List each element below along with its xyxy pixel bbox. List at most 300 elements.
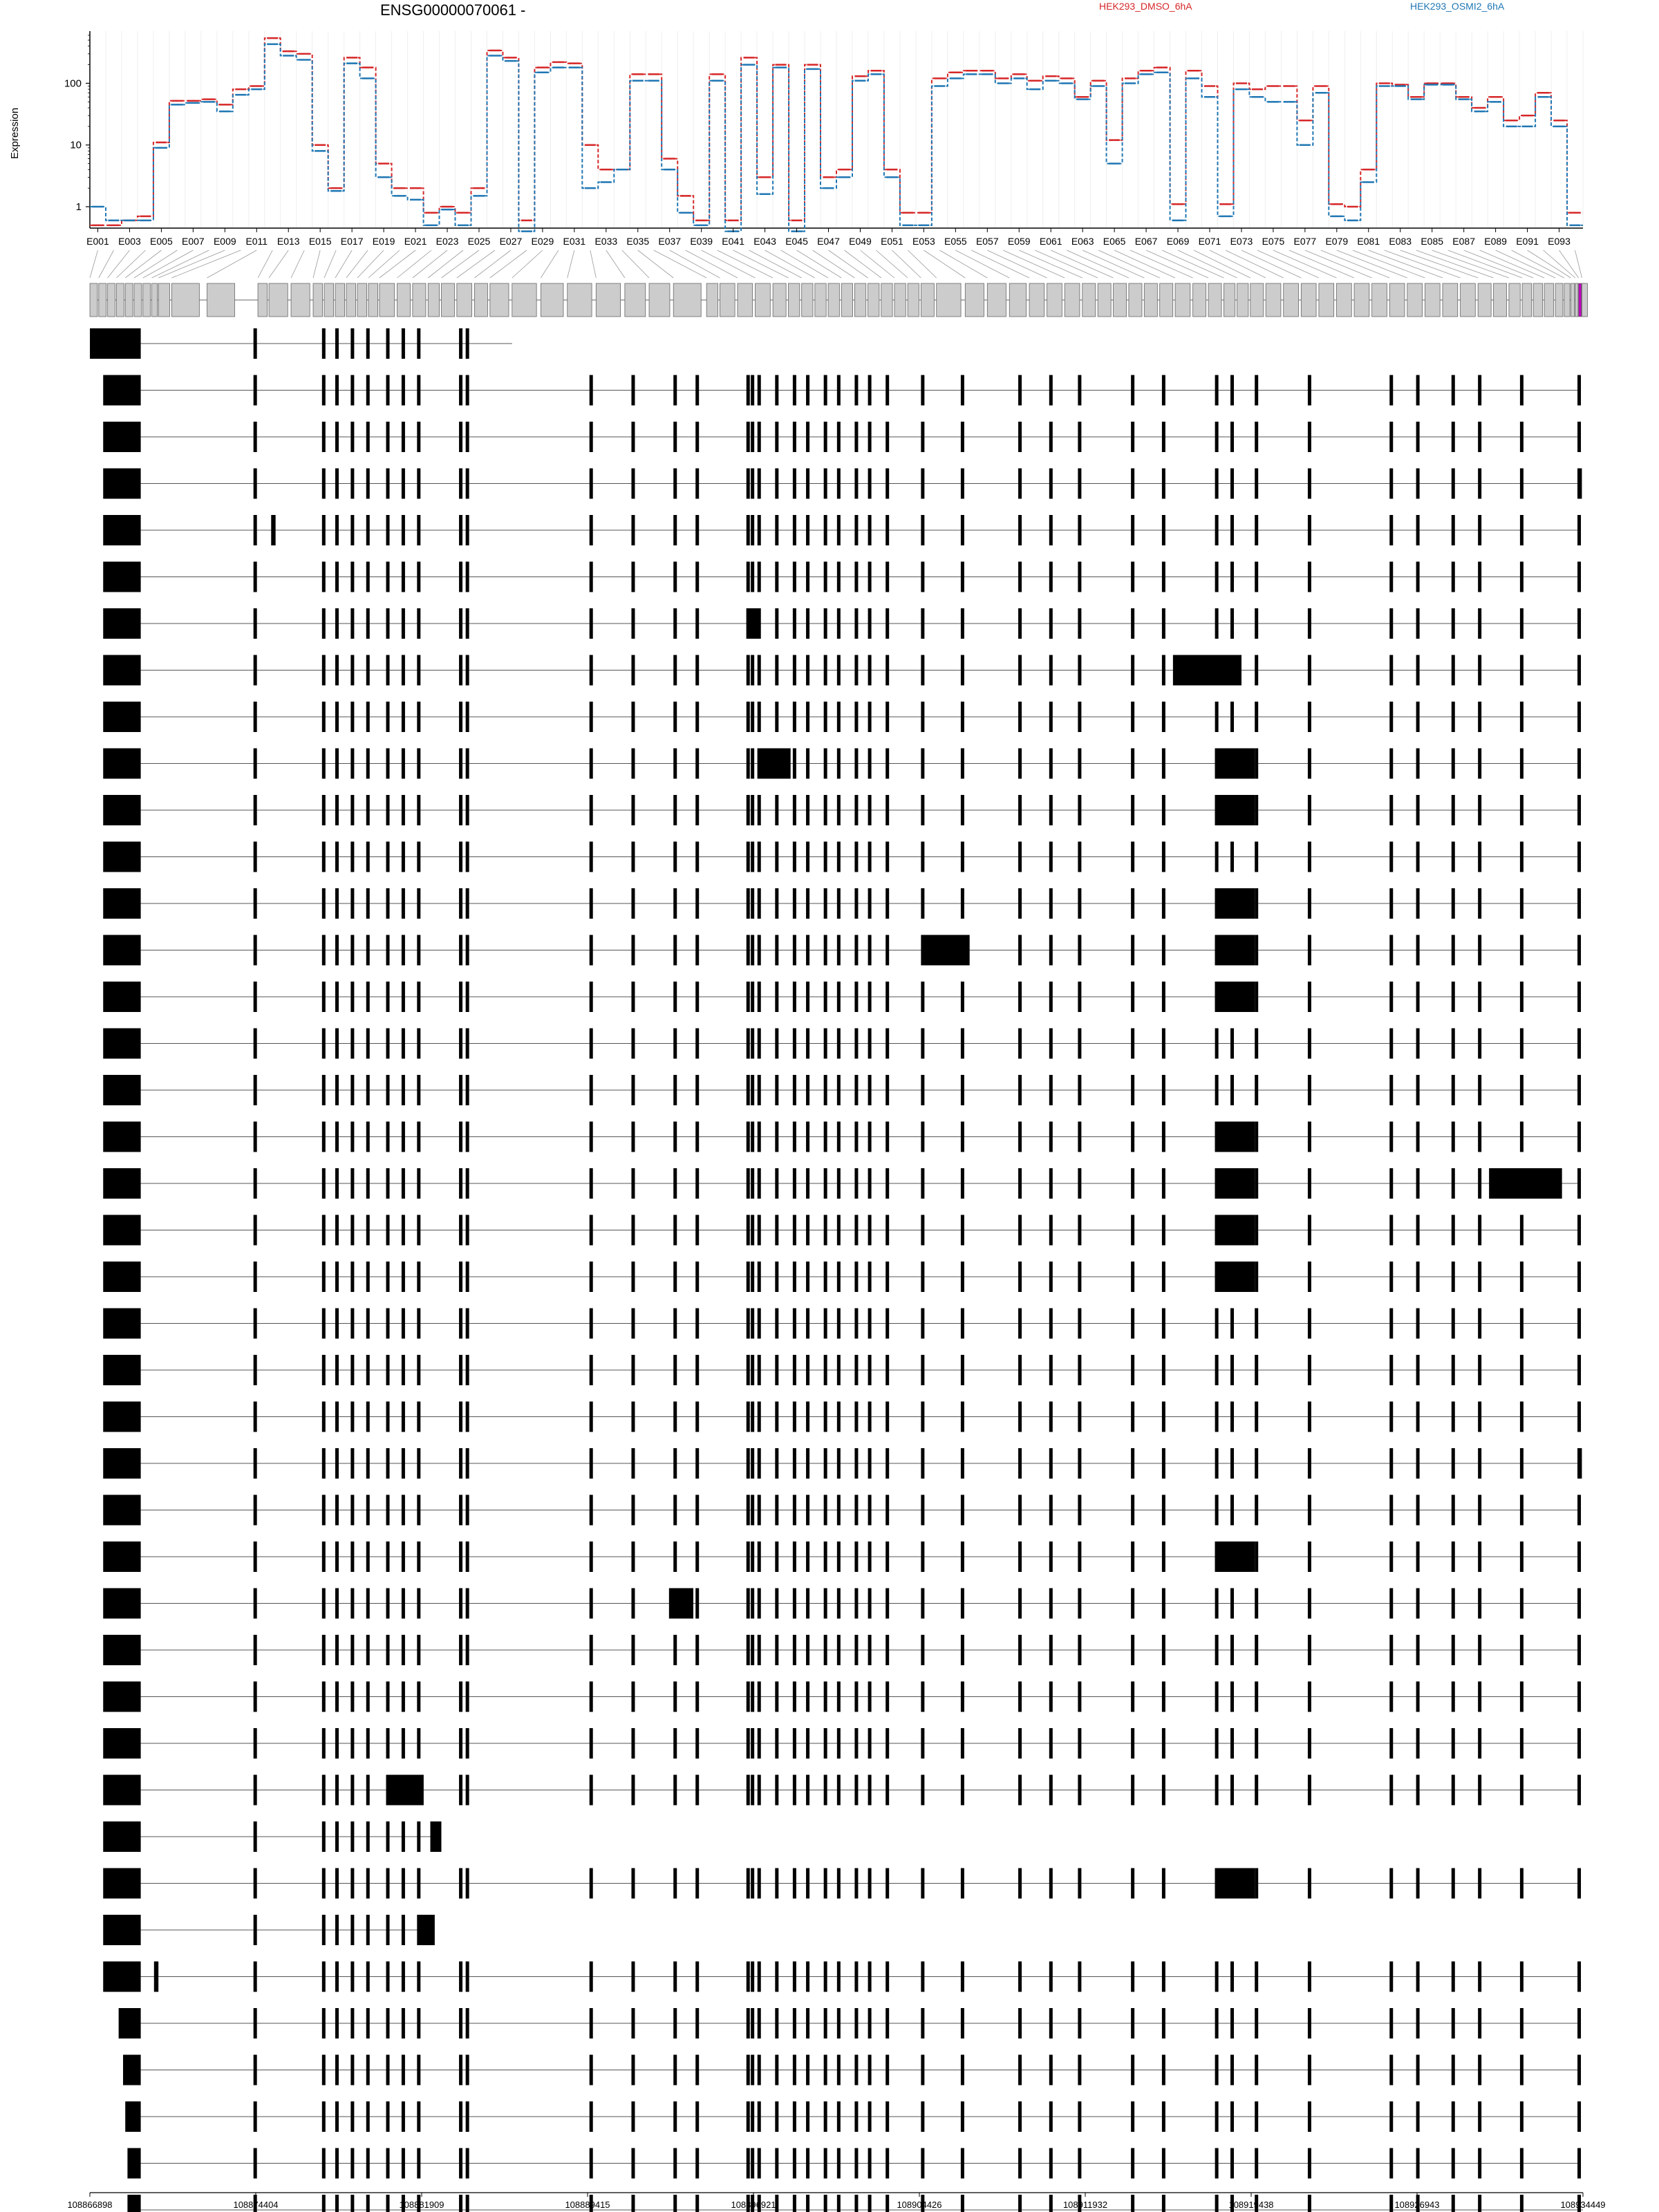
exon-block	[747, 888, 750, 919]
exon-block	[1049, 982, 1053, 1012]
exon-block	[854, 935, 858, 966]
exon-block	[1478, 1122, 1481, 1152]
exon-connector	[152, 250, 209, 278]
exon-block	[350, 1355, 354, 1385]
gene-exon-model	[90, 283, 1587, 317]
exon-block	[631, 2008, 635, 2038]
exon-block	[961, 1215, 964, 1246]
exon-block	[747, 1122, 750, 1152]
exon-block	[590, 1168, 593, 1199]
exon-block	[1389, 1402, 1393, 1432]
exon-block	[1308, 562, 1311, 592]
exon-block	[631, 422, 635, 452]
exon-block	[1215, 982, 1255, 1012]
exon-block	[466, 2148, 469, 2179]
exon-block	[1577, 1355, 1581, 1385]
gene-model-exon	[428, 283, 439, 317]
exon-block	[386, 702, 390, 732]
exon-block	[1389, 888, 1393, 919]
exon-block	[673, 795, 677, 825]
transcript-row	[103, 935, 1581, 966]
exon-block	[417, 1122, 420, 1152]
exon-block	[1520, 469, 1524, 499]
exon-block	[868, 795, 872, 825]
exon-block	[1018, 1775, 1022, 1806]
exon-block	[417, 749, 420, 779]
exon-block	[1215, 1355, 1219, 1385]
exon-block	[366, 328, 370, 359]
exon-block	[1230, 1728, 1234, 1759]
exon-block	[335, 1215, 339, 1246]
exon-block	[824, 935, 827, 966]
exon-block	[1215, 2055, 1219, 2086]
exon-block	[459, 422, 462, 452]
exon-block	[459, 1075, 462, 1105]
exon-label: E033	[594, 236, 618, 247]
exon-block	[1416, 1868, 1420, 1899]
exon-block	[885, 375, 889, 406]
exon-block	[1049, 888, 1053, 919]
gene-model-exon	[1175, 283, 1190, 317]
exon-block	[1389, 795, 1393, 825]
exon-block	[1049, 2195, 1053, 2212]
exon-block	[631, 1448, 635, 1479]
exon-block	[322, 375, 326, 406]
exon-block	[402, 1821, 405, 1852]
exon-block	[631, 655, 635, 686]
exon-block	[1577, 982, 1581, 1012]
exon-block	[366, 1821, 370, 1852]
exon-block	[758, 795, 761, 825]
exon-block	[1018, 562, 1022, 592]
exon-block	[1049, 2101, 1053, 2132]
exon-block	[1416, 749, 1420, 779]
exon-block	[1577, 2055, 1581, 2086]
exon-block	[1255, 1402, 1258, 1432]
exon-block	[590, 1029, 593, 1059]
gene-model-exon	[1284, 283, 1299, 317]
exon-block	[747, 2101, 750, 2132]
exon-block	[824, 1728, 827, 1759]
exon-block	[1255, 1122, 1258, 1152]
exon-block	[1389, 1448, 1393, 1479]
exon-block	[695, 2148, 699, 2179]
exon-block	[854, 1775, 858, 1806]
exon-block	[631, 469, 635, 499]
exon-block	[1308, 888, 1311, 919]
exon-block	[350, 375, 354, 406]
exon-block	[1478, 1168, 1481, 1199]
exon-block	[322, 2008, 326, 2038]
exon-block	[1162, 749, 1165, 779]
exon-block	[747, 608, 760, 639]
exon-block	[103, 1775, 140, 1806]
exon-block	[254, 1821, 257, 1852]
exon-block	[1478, 1495, 1481, 1526]
exon-block	[335, 328, 339, 359]
exon-block	[751, 1168, 754, 1199]
exon-block	[1215, 1682, 1219, 1712]
exon-block	[793, 1868, 796, 1899]
transcript-row	[103, 1262, 1581, 1292]
gene-model-exon	[291, 283, 310, 317]
exon-block	[1452, 842, 1455, 872]
exon-block	[1577, 1495, 1581, 1526]
exon-block	[322, 702, 326, 732]
exon-block	[350, 749, 354, 779]
gene-model-exon	[828, 283, 839, 317]
exon-block	[837, 515, 841, 545]
exon-block	[350, 2008, 354, 2038]
gene-model-exon	[1047, 283, 1062, 317]
exon-connector	[397, 250, 432, 278]
exon-block	[921, 375, 924, 406]
exon-block	[1215, 1448, 1219, 1479]
exon-block	[322, 1635, 326, 1665]
exon-block	[806, 1728, 809, 1759]
exon-block	[1131, 422, 1134, 452]
exon-block	[366, 842, 370, 872]
exon-block	[885, 608, 889, 639]
exon-block	[590, 1495, 593, 1526]
exon-block	[695, 702, 699, 732]
exon-block	[921, 1262, 924, 1292]
exon-block	[1308, 795, 1311, 825]
exon-block	[350, 1075, 354, 1105]
exon-block	[695, 2008, 699, 2038]
gene-model-exon	[207, 283, 235, 317]
exon-block	[335, 608, 339, 639]
exon-block	[590, 1075, 593, 1105]
exon-block	[806, 1448, 809, 1479]
exon-block	[335, 888, 339, 919]
exon-block	[885, 655, 889, 686]
exon-block	[1162, 515, 1165, 545]
exon-block	[386, 1962, 390, 1992]
exon-block	[1255, 515, 1258, 545]
exon-block	[254, 375, 257, 406]
exon-block	[1215, 422, 1219, 452]
exon-block	[417, 1728, 420, 1759]
gene-model-exon	[441, 283, 454, 317]
exon-block	[386, 469, 390, 499]
exon-block	[1389, 1168, 1393, 1199]
exon-block	[350, 1962, 354, 1992]
exon-block	[1018, 1402, 1022, 1432]
exon-block	[695, 1402, 699, 1432]
gene-model-exon	[1082, 283, 1096, 317]
exon-block	[366, 655, 370, 686]
exon-block	[1078, 1122, 1081, 1152]
exon-connector	[1146, 250, 1208, 278]
exon-block	[793, 2055, 796, 2086]
exon-label: E077	[1293, 236, 1317, 247]
exon-block	[322, 1682, 326, 1712]
exon-block	[402, 1402, 405, 1432]
exon-block	[751, 1728, 754, 1759]
gene-model-exon	[841, 283, 852, 317]
exon-block	[885, 2195, 889, 2212]
exon-block	[1452, 1775, 1455, 1806]
exon-block	[1215, 1775, 1219, 1806]
exon-block	[961, 1728, 964, 1759]
exon-block	[1018, 1682, 1022, 1712]
exon-block	[1452, 888, 1455, 919]
exon-block	[747, 1448, 750, 1479]
exon-block	[335, 655, 339, 686]
exon-block	[254, 1262, 257, 1292]
exon-block	[335, 1495, 339, 1526]
exon-block	[854, 1448, 858, 1479]
exon-label: E079	[1325, 236, 1349, 247]
exon-block	[1131, 1635, 1134, 1665]
exon-block	[824, 375, 827, 406]
exon-block	[921, 1122, 924, 1152]
exon-block	[961, 1168, 964, 1199]
exon-block	[921, 1355, 924, 1385]
exon-label: E081	[1357, 236, 1380, 247]
exon-block	[1018, 1355, 1022, 1385]
exon-block	[386, 1728, 390, 1759]
exon-block	[775, 842, 778, 872]
exon-block	[350, 1215, 354, 1246]
exon-block	[386, 1915, 390, 1945]
exon-block	[590, 795, 593, 825]
exon-block	[631, 888, 635, 919]
exon-block	[402, 562, 405, 592]
gene-model-exon	[171, 283, 199, 317]
exon-block	[1162, 1541, 1165, 1572]
exon-block	[885, 1495, 889, 1526]
exon-block	[854, 2055, 858, 2086]
exon-block	[1577, 888, 1581, 919]
exon-label: E023	[435, 236, 459, 247]
gene-model-exon	[568, 283, 592, 317]
exon-block	[695, 1448, 699, 1479]
exon-block	[417, 795, 420, 825]
exon-block	[631, 795, 635, 825]
exon-block	[1215, 375, 1219, 406]
exon-block	[775, 1868, 778, 1899]
exon-block	[695, 1309, 699, 1339]
exon-block	[1049, 1448, 1053, 1479]
exon-block	[1478, 1075, 1481, 1105]
exon-block	[868, 888, 872, 919]
exon-block	[459, 328, 462, 359]
gene-model-exon	[596, 283, 620, 317]
exon-block	[961, 2008, 964, 2038]
exon-label: E055	[944, 236, 967, 247]
exon-block	[695, 1215, 699, 1246]
gene-model-exon	[987, 283, 1006, 317]
chart-title: ENSG00000070061 -	[380, 1, 526, 19]
exon-connector	[171, 250, 241, 278]
exon-block	[1389, 375, 1393, 406]
exon-block	[402, 2101, 405, 2132]
exon-block	[350, 702, 354, 732]
exon-block	[335, 702, 339, 732]
exon-block	[695, 2055, 699, 2086]
exon-block	[386, 1775, 424, 1806]
exon-block	[1131, 515, 1134, 545]
exon-block	[1215, 1635, 1219, 1665]
exon-block	[402, 1122, 405, 1152]
exon-block	[466, 1168, 469, 1199]
exon-block	[402, 1588, 405, 1619]
exon-connector	[1480, 250, 1544, 278]
exon-block	[1018, 1541, 1022, 1572]
exon-block	[322, 2055, 326, 2086]
exon-block	[1577, 749, 1581, 779]
exon-block	[854, 1262, 858, 1292]
gene-model-exon	[965, 283, 984, 317]
exon-block	[103, 608, 140, 639]
exon-block	[1308, 1168, 1311, 1199]
exon-connector	[1432, 250, 1509, 278]
exon-block	[631, 1029, 635, 1059]
exon-block	[402, 2008, 405, 2038]
exon-block	[350, 2101, 354, 2132]
exon-block	[1255, 935, 1258, 966]
exon-block	[854, 982, 858, 1012]
exon-block	[824, 2101, 827, 2132]
exon-block	[386, 1122, 390, 1152]
exon-block	[1478, 1962, 1481, 1992]
exon-block	[837, 1075, 841, 1105]
exon-block	[1162, 562, 1165, 592]
exon-block	[1215, 702, 1219, 732]
exon-block	[254, 1915, 257, 1945]
exon-label: E031	[563, 236, 586, 247]
exon-block	[254, 2008, 257, 2038]
exon-block	[1478, 888, 1481, 919]
exon-block	[1452, 608, 1455, 639]
exon-block	[837, 982, 841, 1012]
exon-block	[466, 1775, 469, 1806]
exon-block	[1478, 1775, 1481, 1806]
exon-block	[961, 2055, 964, 2086]
exon-block	[1478, 375, 1481, 406]
exon-connector	[258, 250, 272, 278]
exon-block	[417, 608, 420, 639]
exon-block	[1215, 1215, 1255, 1246]
exon-block	[751, 1262, 754, 1292]
exon-block	[466, 2008, 469, 2038]
exon-block	[775, 1075, 778, 1105]
exon-block	[402, 469, 405, 499]
exon-block	[1520, 2195, 1524, 2212]
exon-block	[386, 1355, 390, 1385]
exon-block	[747, 1728, 750, 1759]
exon-block	[417, 469, 420, 499]
coordinate-label: 108904426	[897, 2200, 942, 2210]
exon-block	[402, 2148, 405, 2179]
exon-block	[1230, 422, 1234, 452]
exon-block	[824, 1448, 827, 1479]
exon-block	[1131, 935, 1134, 966]
exon-block	[1230, 1775, 1234, 1806]
exon-block	[466, 888, 469, 919]
exon-block	[1162, 1122, 1165, 1152]
exon-block	[1389, 2055, 1393, 2086]
exon-block	[1577, 1588, 1581, 1619]
exon-block	[793, 1495, 796, 1526]
exon-block	[751, 2008, 754, 2038]
exon-block	[1018, 749, 1022, 779]
exon-block	[1308, 375, 1311, 406]
exon-block	[1452, 749, 1455, 779]
exon-block	[1049, 2055, 1053, 2086]
exon-connector	[638, 250, 673, 278]
exon-block	[673, 375, 677, 406]
exon-block	[775, 795, 778, 825]
exon-block	[1215, 1962, 1219, 1992]
exon-block	[695, 1029, 699, 1059]
exon-block	[1049, 422, 1053, 452]
exon-block	[854, 2195, 858, 2212]
exon-block	[1452, 515, 1455, 545]
exon-block	[751, 749, 754, 779]
exon-block	[466, 1728, 469, 1759]
exon-block	[1255, 608, 1258, 639]
exon-block	[1478, 1355, 1481, 1385]
gene-model-exon	[379, 283, 395, 317]
exon-block	[1018, 982, 1022, 1012]
exon-block	[1162, 1355, 1165, 1385]
exon-block	[1389, 1262, 1393, 1292]
exon-block	[1520, 1541, 1524, 1572]
exon-block	[751, 1075, 754, 1105]
exon-block	[1416, 1728, 1420, 1759]
exon-block	[1255, 1168, 1258, 1199]
gene-model-exon	[1533, 283, 1543, 317]
exon-block	[1255, 795, 1258, 825]
exon-block	[775, 702, 778, 732]
exon-block	[751, 375, 754, 406]
exon-block	[793, 1355, 796, 1385]
exon-block	[590, 1635, 593, 1665]
exon-block	[1162, 608, 1165, 639]
exon-block	[1018, 888, 1022, 919]
exon-block	[1452, 1448, 1455, 1479]
exon-block	[961, 1588, 964, 1619]
exon-block	[631, 1868, 635, 1899]
exon-block	[1577, 422, 1581, 452]
exon-block	[466, 2055, 469, 2086]
transcript-row	[103, 1309, 1581, 1339]
exon-block	[402, 1075, 405, 1105]
exon-block	[885, 2101, 889, 2132]
exon-block	[417, 1495, 420, 1526]
exon-block	[775, 2008, 778, 2038]
gene-model-exon	[269, 283, 288, 317]
exon-block	[631, 1075, 635, 1105]
exon-block	[793, 515, 796, 545]
exon-block	[1078, 1075, 1081, 1105]
exon-block	[1131, 1962, 1134, 1992]
exon-block	[1577, 1962, 1581, 1992]
exon-block	[366, 2008, 370, 2038]
exon-block	[1078, 562, 1081, 592]
exon-block	[1452, 1541, 1455, 1572]
exon-block	[1215, 1728, 1219, 1759]
exon-block	[1577, 1262, 1581, 1292]
exon-label: E009	[213, 236, 236, 247]
exon-label: E039	[690, 236, 713, 247]
exon-block	[758, 515, 761, 545]
exon-block	[1389, 1868, 1393, 1899]
exon-label: E061	[1039, 236, 1062, 247]
